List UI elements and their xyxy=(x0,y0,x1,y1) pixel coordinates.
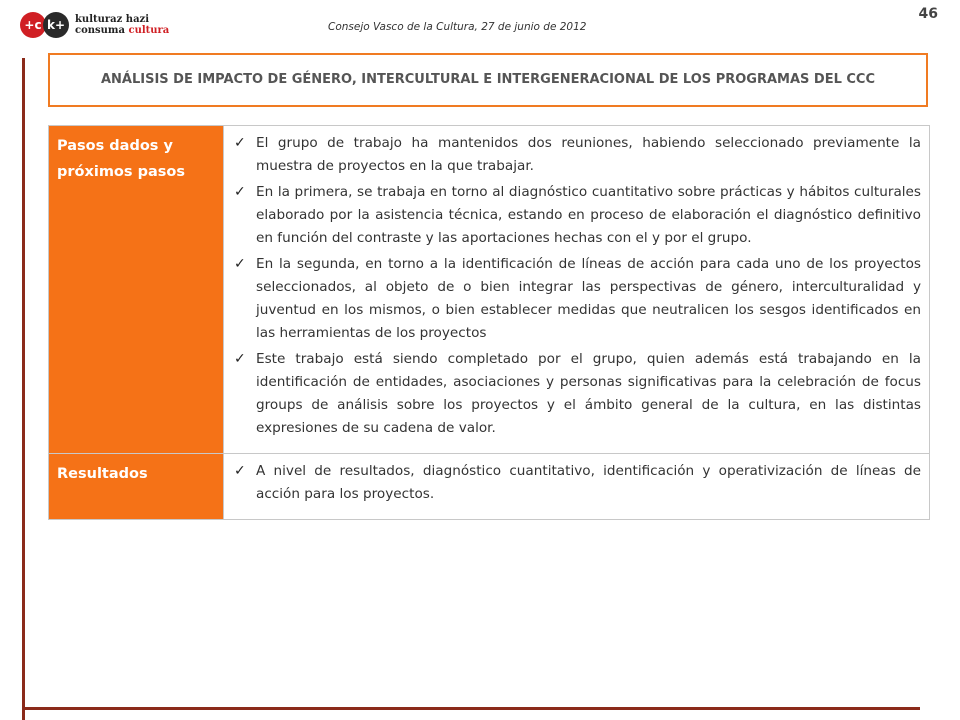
check-list xyxy=(232,460,921,506)
logo xyxy=(20,12,169,38)
header-subtitle: Consejo Vasco de la Cultura, 27 de junio de 2012 xyxy=(328,21,587,33)
bottom-rule xyxy=(22,707,920,710)
list-item-text: Este trabajo está siendo completado por el grupo, quien además está trabajando en la identificación de entidades, asociaciones y personas significativas para la celebración de focus groups de análisis sobre los proyectos y el ámbito general de la cultura, en las distintas expresiones de su cadena de valor. xyxy=(256,351,921,436)
list-item xyxy=(232,253,921,345)
list-item-text: En la segunda, en torno a la identificación de líneas de acción para cada uno de los proyectos seleccionados, al objeto de o bien integrar las perspectivas de género, interculturalidad y juventud en los mismos, o bien establecer medidas que neutralicen los sesgos identificados en las herramientas de los proyectos xyxy=(256,256,921,341)
row-content xyxy=(224,454,930,520)
checkmark-icon: ✓ xyxy=(234,463,246,479)
row-label: Pasos dados y próximos pasos xyxy=(49,126,224,454)
check-list xyxy=(232,132,921,440)
logo-line-2-accent: cultura xyxy=(128,25,170,36)
logo-circle-k: k+ xyxy=(43,12,69,38)
row-label: Resultados xyxy=(49,454,224,520)
list-item-text: A nivel de resultados, diagnóstico cuantitativo, identificación y operativización de líneas de acción para los proyectos. xyxy=(256,463,921,502)
left-rule xyxy=(22,58,25,720)
table-row xyxy=(49,454,930,520)
checkmark-icon: ✓ xyxy=(234,135,246,151)
checkmark-icon: ✓ xyxy=(234,256,246,272)
list-item-text: El grupo de trabajo ha mantenidos dos reuniones, habiendo seleccionado previamente la muestra de proyectos en la que trabajar. xyxy=(256,135,921,174)
logo-circle-c: +c xyxy=(20,12,46,38)
page-title: ANÁLISIS DE IMPACTO DE GÉNERO, INTERCULTURAL E INTERGENERACIONAL DE LOS PROGRAMAS DEL CCC xyxy=(48,53,928,107)
checkmark-icon: ✓ xyxy=(234,351,246,367)
logo-line-1: kulturaz hazi xyxy=(75,14,150,25)
table-row xyxy=(49,126,930,454)
list-item xyxy=(232,460,921,506)
logo-line-2 xyxy=(75,25,169,36)
row-content xyxy=(224,126,930,454)
list-item xyxy=(232,348,921,440)
page-number: 46 xyxy=(918,6,938,22)
list-item xyxy=(232,181,921,250)
list-item xyxy=(232,132,921,178)
logo-line-2-prefix: consuma xyxy=(75,25,129,36)
info-table xyxy=(48,125,930,520)
checkmark-icon: ✓ xyxy=(234,184,246,200)
logo-text xyxy=(75,14,169,36)
list-item-text: En la primera, se trabaja en torno al diagnóstico cuantitativo sobre prácticas y hábitos culturales elaborado por la asistencia técnica, estando en proceso de elaboración el diagnóstico definitivo en función del contraste y las aportaciones hechas con el y por el grupo. xyxy=(256,184,921,246)
